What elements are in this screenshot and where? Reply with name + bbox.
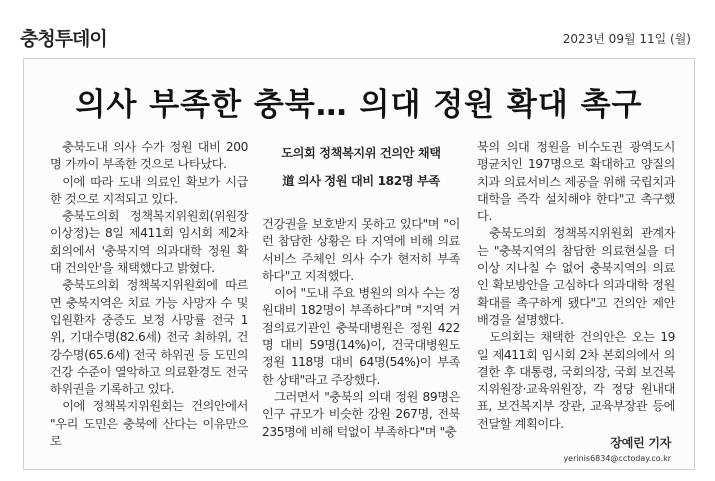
article-column-2 <box>262 139 460 441</box>
newspaper-logo: 충청투데이 <box>20 28 107 50</box>
issue-date: 2023년 09월 11일 (월) <box>562 32 691 46</box>
paragraph: 도의회는 채택한 건의안은 오는 19일 제411회 임시회 2차 본회의에서 의결한 후 대통령, 국회의장, 국회 보건복지위원장·교육위원장, 각 정당 원내대표, 보건복지부 장관, 교육부장관 등에 전달할 계획이다. <box>477 330 675 431</box>
article-column-3 <box>477 139 675 466</box>
subheadline-box <box>262 139 460 195</box>
paragraph: 충북도의회 정책복지위원회(위원장 이상정)는 8일 제411회 임시회 제2차 회의에서 '충북지역 의과대학 정원 확대 건의안'을 채택했다고 밝혔다. <box>50 209 248 276</box>
reporter-byline: 장예린 기자 <box>610 436 671 451</box>
masthead <box>0 0 715 50</box>
article-clipping <box>23 58 695 470</box>
paragraph: 이에 따라 도내 의료인 확보가 시급한 것으로 지적되고 있다. <box>50 174 248 206</box>
article-column-1 <box>50 139 248 450</box>
article-headline: 의사 부족한 충북… 의대 정원 확대 촉구 <box>75 87 643 123</box>
reporter-email: yerinis6834@cctoday.co.kr <box>563 454 671 464</box>
paragraph: 그러면서 "충북의 의대 정원 89명은 인구 규모가 비슷한 강원 267명, 전북 235명에 비해 턱없이 부족하다"며 "충 <box>262 389 460 439</box>
paragraph: 이어 "도내 주요 병원의 의사 수는 정원대비 182명이 부족하다"며 "지역 거점의료기관인 충북대병원은 정원 422명 대비 59명(14%)이, 건국대병원도 정원 118명 대비 64명(54%)이 부족한 상태"라고 주장했다. <box>262 286 460 387</box>
paragraph: 이에 정책복지위원회는 건의안에서 "우리 도민은 충북에 산다는 이유만으로 <box>50 399 248 449</box>
paragraph: 북의 의대 정원을 비수도권 광역도시 평균치인 197명으로 확대하고 양질의 치과 의료서비스 제공을 위해 국립치과대학을 즉각 설치해야 한다"고 촉구했다. <box>477 140 675 224</box>
subheadline-2: 道 의사 정원 대비 182명 부족 <box>282 174 440 188</box>
paragraph: 건강권을 보호받지 못하고 있다"며 "이런 참담한 상황은 타 지역에 비해 의료서비스 주체인 의사 수가 현저히 부족하다"고 지적했다. <box>262 217 460 283</box>
paragraph: 충북도내 의사 수가 정원 대비 200명 가까이 부족한 것으로 나타났다. <box>50 140 248 172</box>
paragraph: 충북도의회 정책복지위원회에 따르면 충북지역은 치료 가능 사망자 수 및 입원환자 중증도 보정 사망률 전국 1위, 기대수명(82.6세) 전국 최하위, 건강수명(65.6세) 전국 하위권 등 도민의 건강 수준이 열악하고 의료환경도 전국 하위권을 기록하고 있다. <box>50 278 248 397</box>
paragraph: 충북도의회 정책복지위원회 관계자는 "충북지역의 참담한 의료현실을 더 이상 지나칠 수 없어 충북지역의 의료인 확보방안을 고심하다 의과대학 정원 확대를 촉구하게 됐다"고 건의안 제안 배경을 설명했다. <box>477 226 675 327</box>
subheadline-1: 도의회 정책복지위 건의안 채택 <box>281 146 441 160</box>
